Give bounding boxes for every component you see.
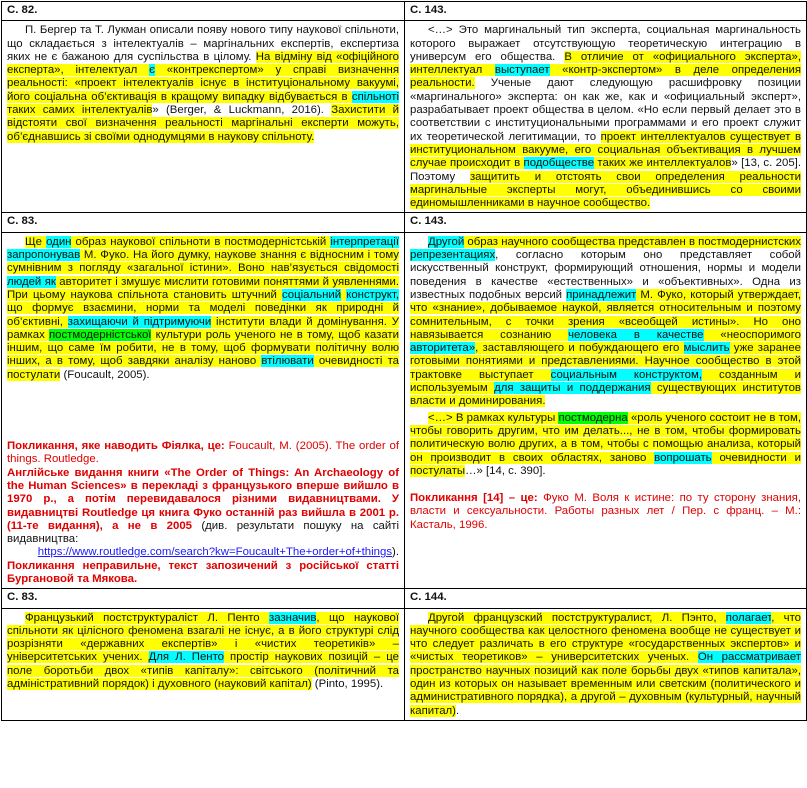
paragraph	[410, 412, 801, 478]
highlight-yellow: М. Фуко,	[636, 288, 691, 301]
highlight-yellow: в постмодернистских	[688, 235, 801, 248]
paragraph	[410, 236, 801, 409]
text-fragment: …» [14, с. 390].	[465, 464, 546, 477]
conclusion-note	[7, 560, 399, 587]
text-fragment: , согласно которым оно представляет собой искусственный конструкт, формирующий отношения, нормы и модели поведения в качестве «естественных» и «объективных». Одна из известных подобных версий	[410, 249, 801, 301]
highlight-yellow: уже заранее готовыми понятиями и представлениями. Научное сообщество в этой трактовке выступает	[410, 342, 801, 381]
edition-note	[7, 467, 399, 547]
highlight-yellow: Другой французский постструктуралист, Л. Пэнто,	[428, 611, 726, 624]
content-row	[2, 608, 807, 720]
highlight-yellow: , заставляющего и побуждающего его	[475, 342, 684, 355]
highlight-yellow: существующих институтов власти и доминирования.	[410, 382, 801, 408]
page-label-left: С. 83.	[2, 589, 405, 608]
highlight-yellow: защитить и отстоять свои определения реальности маргинальные эксперты могут, объединившись со своими единомышленниками в научное сообщество.	[410, 170, 802, 210]
highlight-cyan: социальным конструктом,	[550, 368, 702, 381]
highlight-green: постмодерністської	[48, 328, 152, 341]
highlight-cyan: выступает	[494, 64, 550, 77]
ukrainian-text-cell	[2, 608, 405, 720]
highlight-yellow: На відміну від «офіційного експерта», інтелектуал	[7, 50, 399, 77]
highlight-cyan: мыслить	[683, 342, 730, 355]
highlight-yellow: «неоспоримого	[703, 328, 802, 341]
highlight-yellow: проект интеллектуалов существует в институциональном вакууме, его социальная объективация в лучшем случае происходит в	[410, 130, 801, 170]
text-fragment: » (Berger, & Luckmann, 2016).	[152, 104, 332, 117]
paragraph	[410, 612, 801, 718]
citation-note	[7, 440, 399, 467]
highlight-cyan: подобществе	[523, 157, 595, 170]
text-fragment: Ученые дают следующую расшифровку позиции «маргинального» эксперта: он как же, как и «официальный эксперт», разрабатывает проект общества в целом. «Но если первый делает это в соответствии с институциональными программами и его проект служит их теоретической легитимации, то	[410, 77, 801, 143]
highlight-yellow	[155, 64, 167, 76]
highlight-cyan: полагает	[725, 611, 772, 624]
highlight-yellow: очевидності та постулати	[7, 355, 399, 381]
highlight-yellow: таких же интеллектуалов	[597, 157, 732, 170]
highlight-yellow: созданным и используемым	[410, 368, 801, 395]
blank-space	[7, 382, 399, 440]
note-bold-text: Покликання неправильне, текст запозичений з російської статті Бургановой та Мякова.	[7, 559, 399, 585]
page-label-right: С. 143.	[405, 2, 807, 21]
header-row	[2, 213, 807, 232]
highlight-cyan: репрезентациях	[410, 249, 496, 262]
note-label: Покликання [14] – це:	[410, 492, 538, 505]
text-fragment: П. Бергер та Т. Лукман описали появу нового типу наукової спільноти, що складається з інтелектуалів – маргінальних експертів, експертиза яких не є бажаною для суспільства в цілому.	[7, 24, 399, 63]
highlight-cyan: вопрошать	[654, 451, 712, 464]
highlight-yellow: , что научного сообщества как целостного феномена вообще не существует и что следует различать в его структуре «государственных экспертов» и «чистых теоретиков» – университетских ученых.	[410, 611, 801, 664]
highlight-yellow: «контрекспертом» у справі визначення реальності: «проект інтелектуалів існує в інституціональному вакуумі, його соціальна об’єктивація в кращому випадку відбувається в	[7, 64, 400, 103]
paragraph	[7, 612, 399, 692]
note-text: Foucault, M. (2005). The order of things. Routledge.	[7, 440, 399, 466]
highlight-cyan: людей як	[7, 275, 56, 288]
highlight-yellow: Французький постструктураліст Л. Пенто	[25, 611, 270, 624]
highlight-cyan: втілювати	[261, 355, 314, 368]
page-label-left: С. 83.	[2, 213, 405, 232]
note-bold-text: Англійське видання книги «The Order of Things: An Archaeology of the Human Sciences» в перекладі з французького вперше вийшло в 1970 р., а потім перевидавалося різними видавництвами. У видавництві Routledge ця книга Фуко останній раз вийшла в 2001 р. (11-те видання), а не в 2005	[7, 466, 399, 532]
highlight-yellow: <…> В рамках культуры	[428, 411, 559, 424]
highlight-cyan: спільноті	[351, 90, 399, 103]
highlight-yellow: культури роль ученого не в тому, щоб казати іншим, що саме їм робити, не в тому, щоб формувати політичну волю інших, а в тому, щоб завдяки аналізу наново	[7, 328, 399, 368]
page-label-left: С. 82.	[2, 2, 405, 21]
paragraph	[7, 236, 399, 382]
highlight-cyan: захищаючи й підтримуючи	[67, 315, 212, 328]
highlight-cyan: соціальний	[281, 288, 342, 301]
highlight-yellow: На його думку, наукове знання є відносним і тому сумнівним з погляду «загальної істини». Воно нав’язується свідомості	[7, 249, 399, 275]
highlight-yellow: таких самих інтелектуалів	[7, 104, 153, 117]
page-label-right: С. 144.	[405, 589, 807, 608]
highlight-yellow: Ще	[25, 235, 47, 248]
paragraph	[7, 24, 399, 144]
highlight-yellow: который утверждает, что «знание», добываемое наукой, является относительным и поэтому сомнительным, с точки зрения «всеобщей истины». Но оно навязывается сознанию	[410, 288, 801, 341]
note-text: Фуко М. Воля к истине: по ту сторону знания, власти и сексуальности. Работы разных лет / Пер. с франц. – М.: Касталь, 1996.	[410, 492, 802, 531]
text-fragment: » [13, с. 205]. Поэтому	[410, 157, 801, 183]
russian-text-cell	[405, 608, 807, 720]
highlight-cyan: для защиты и поддержания	[494, 382, 651, 395]
highlight-yellow: очевидности и постулаты	[410, 451, 801, 477]
highlight-cyan: принадлежит	[566, 288, 637, 301]
header-row	[2, 2, 807, 21]
text-fragment: .	[455, 704, 460, 717]
highlight-cyan: Для Л. Пенто	[148, 651, 225, 664]
highlight-cyan: інтерпретації	[330, 235, 399, 248]
content-row	[2, 232, 807, 589]
highlight-yellow: «контр-экспертом» в деле определения реальности.	[410, 64, 802, 90]
highlight-yellow: образ наукової спільноти в постмодерністській	[71, 235, 331, 248]
ukrainian-text-cell	[2, 21, 405, 213]
highlight-green: постмодерна	[558, 411, 628, 424]
highlight-cyan: є	[149, 64, 155, 77]
content-row	[2, 21, 807, 213]
text-fragment: (Pinto, 1995).	[311, 678, 384, 691]
note-text: (див. результати пошуку на сайті видавництва:	[7, 519, 399, 546]
highlight-cyan: один	[46, 235, 72, 248]
page-label-right: С. 143.	[405, 213, 807, 232]
text-fragment: <…> Это маргинальный тип эксперта, социальная маргинальность которого выражает отсутствующую теоретическую интеграцию в универсум его общества.	[410, 24, 801, 63]
highlight-cyan: Другой	[428, 235, 465, 248]
note-text: ).	[392, 546, 399, 559]
paragraph	[410, 24, 801, 210]
highlight-yellow: авторитет і змушує мислити готовими поняттями й уявленнями. При цьому наукова спільнота становить штучний	[7, 275, 399, 301]
highlight-yellow: «роль ученого состоит не в том, чтобы говорить другим, что им делать..., не в том, чтобы формировать политическую волю других, а в том, чтобы с помощью анализа, который он производит в своих областях, заново	[410, 411, 801, 464]
highlight-cyan: Он рассматривает	[697, 651, 801, 664]
ukrainian-text-cell	[2, 232, 405, 589]
note-label: Покликання, яке наводить Фіялка, це:	[7, 440, 225, 453]
highlight-cyan: авторитета»	[410, 342, 476, 355]
russian-text-cell	[405, 21, 807, 213]
highlight-yellow: , що наукової спільноти як цілісного феномена взагалі не існує, а в його структурі слід розрізняти «державних експертів» і «чистих теоретиків» – університетських учених.	[7, 611, 400, 664]
highlight-yellow: Захистити й відстояти свої визначення реальності маргінальні експерти можуть, об’єднавшись зі своїми однодумцями в наукову спільноту.	[7, 104, 400, 143]
highlight-yellow: В отличие от «официального эксперта», интеллектуал	[410, 50, 801, 77]
highlight-yellow: М. Фуко.	[80, 249, 133, 262]
publisher-search-link[interactable]: https://www.routledge.com/search?kw=Foucault+The+order+of+things	[37, 546, 393, 559]
highlight-yellow: образ научного сообщества представлен	[464, 235, 689, 248]
comparison-table	[1, 1, 807, 721]
highlight-yellow: інститути влади й домінування. У рамках	[7, 315, 399, 341]
highlight-yellow: пространство научных позиций как поле борьбы двух «типов капитала», один из которых он называет временным или светским (политического и административного порядка), а другой – духовным (культурный, научный капитал)	[410, 664, 801, 717]
text-fragment: (Foucault, 2005).	[60, 368, 150, 381]
highlight-yellow: що формує взаємини, норми та моделі поведінки як природні й об’єктивні,	[7, 302, 399, 328]
highlight-yellow	[550, 64, 563, 76]
highlight-cyan: зазначив	[269, 611, 317, 624]
header-row	[2, 589, 807, 608]
url-note	[7, 546, 399, 559]
highlight-yellow: простір наукових позицій – це поле боротьби двох «типів капіталу»: світського (політичний та адміністративний порядок) і духовного (науковий капітал)	[7, 651, 400, 691]
highlight-cyan: конструкт,	[346, 288, 399, 301]
citation-note	[410, 492, 801, 532]
highlight-cyan: человека в качестве	[568, 328, 704, 341]
highlight-cyan: запропонував	[7, 249, 81, 262]
russian-text-cell	[405, 232, 807, 589]
